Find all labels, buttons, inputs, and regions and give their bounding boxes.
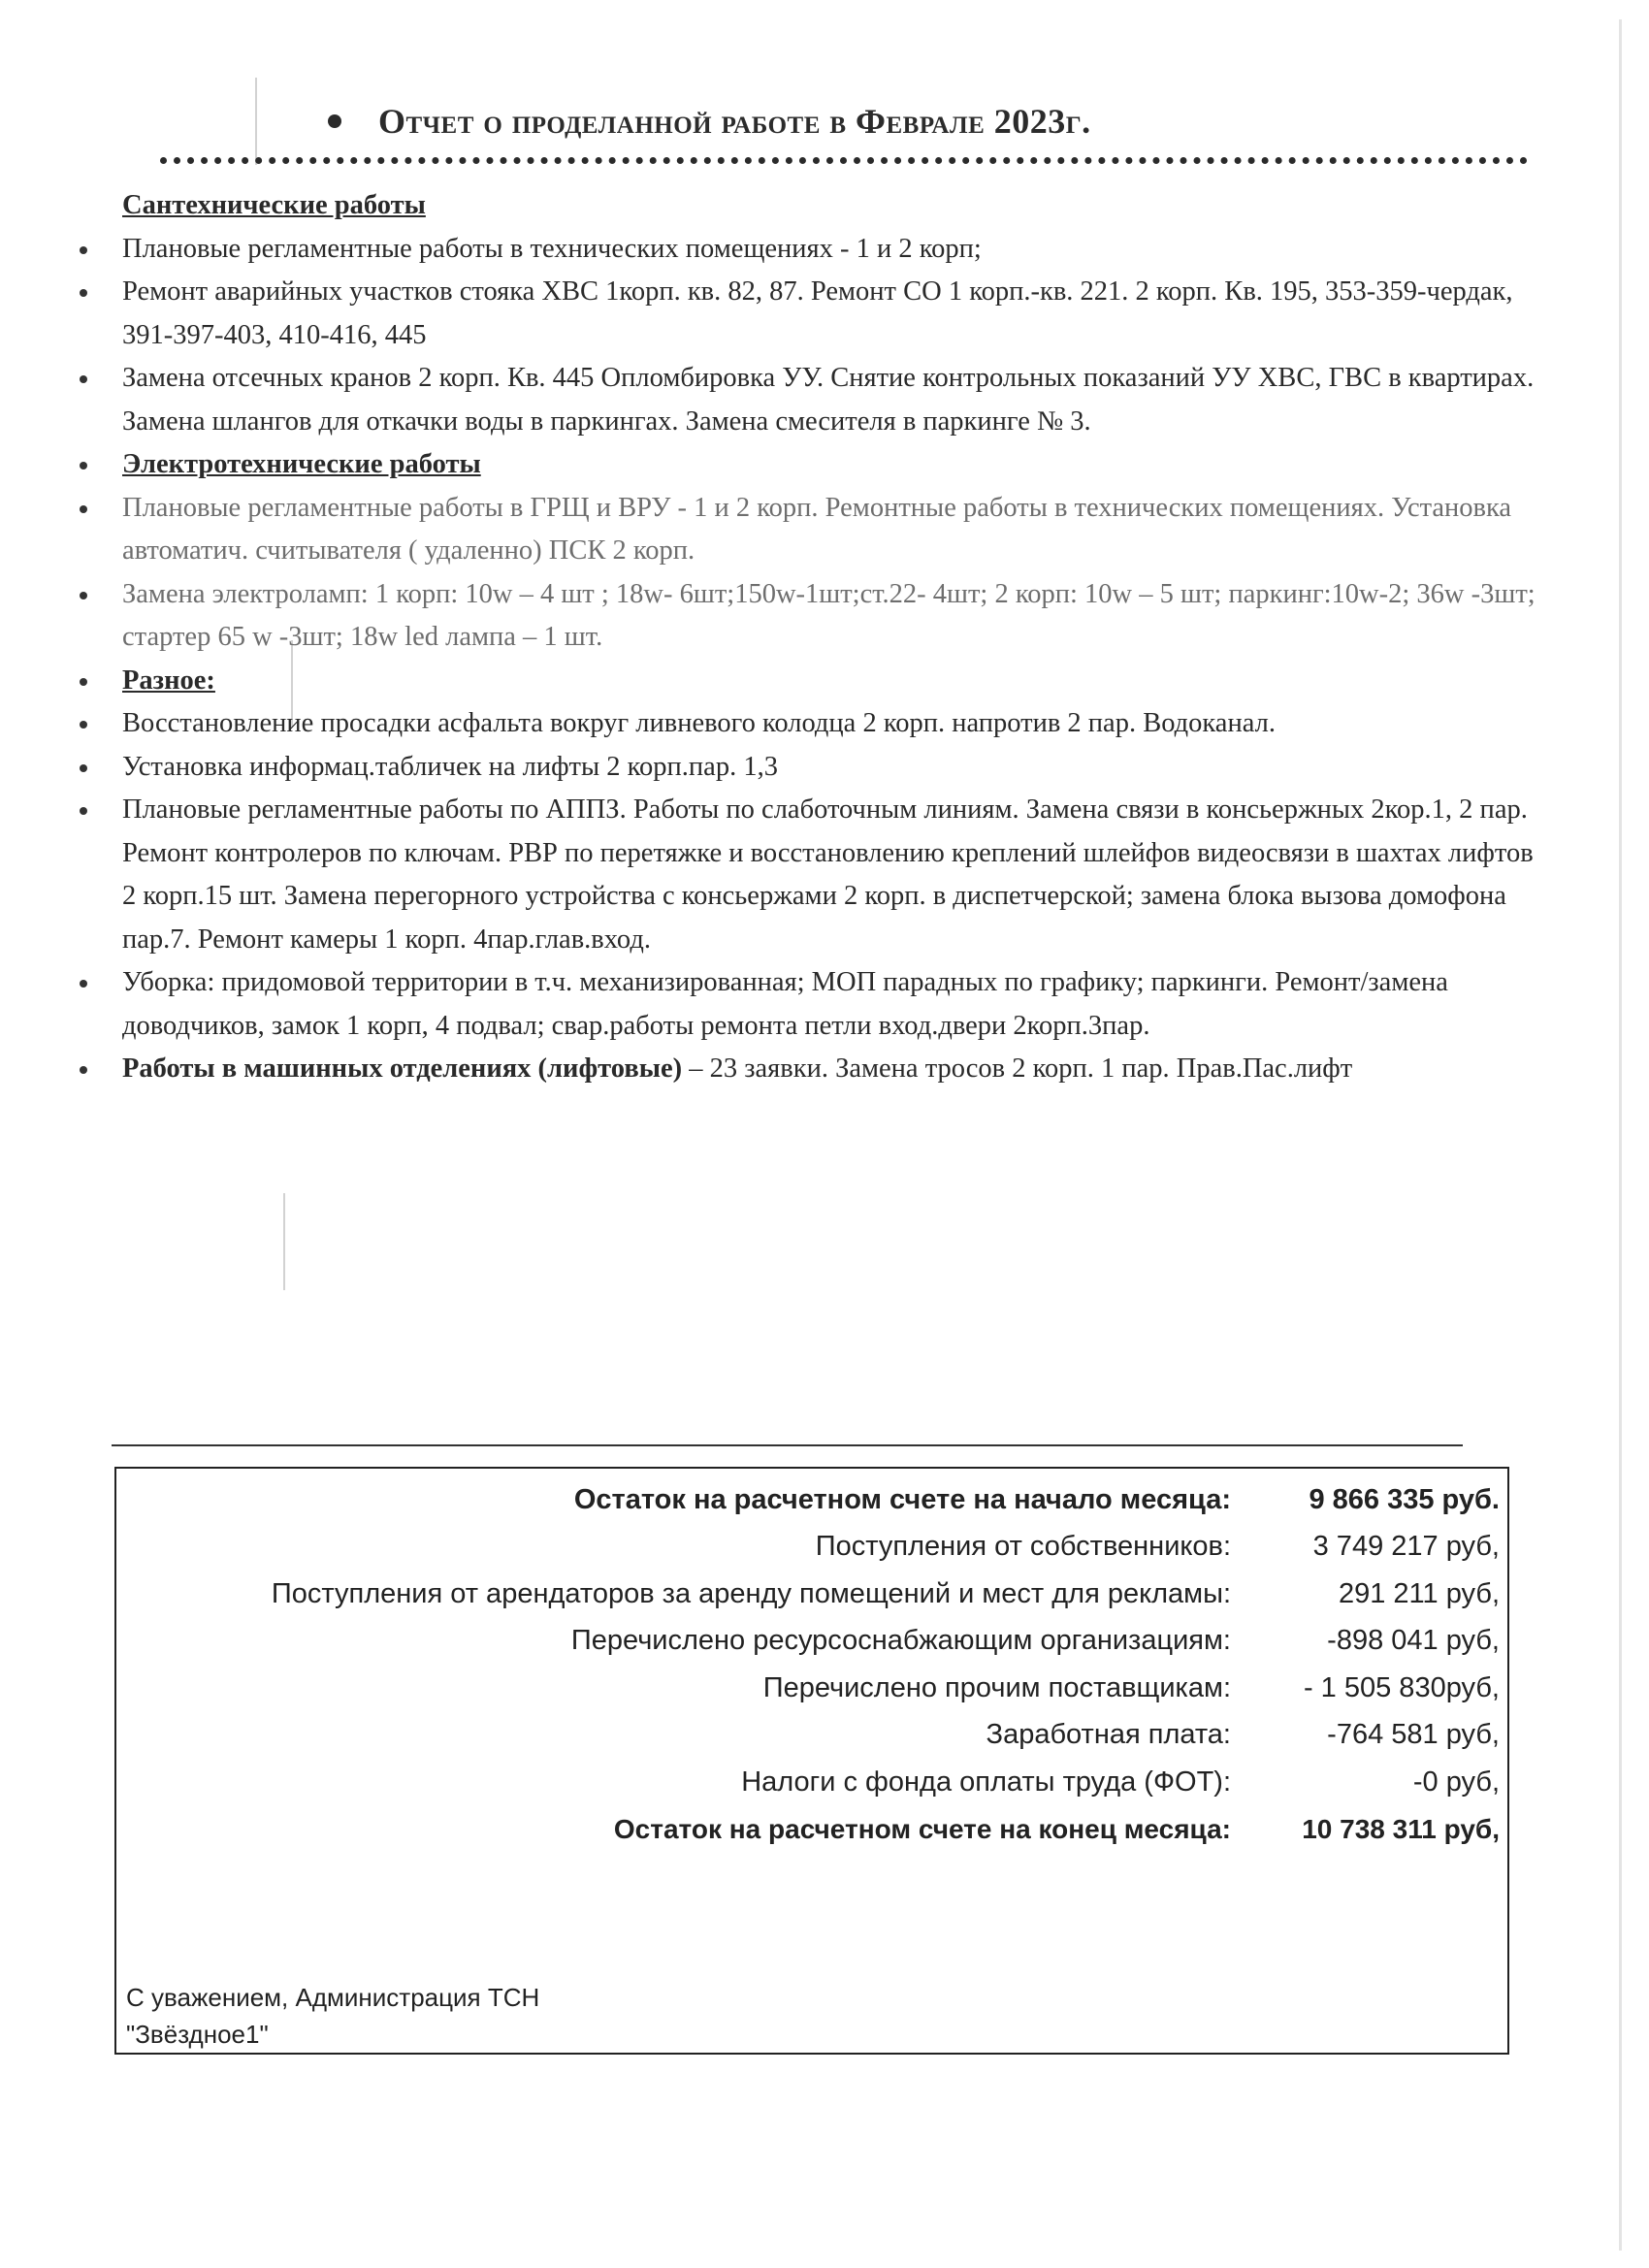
finance-row bbox=[116, 1618, 1504, 1666]
list-item bbox=[74, 357, 1548, 443]
finance-label: Налоги с фонда оплаты труда (ФОТ): bbox=[741, 1766, 1231, 1798]
finance-row bbox=[116, 1665, 1504, 1712]
finance-label: Перечислено прочим поставщикам: bbox=[762, 1671, 1231, 1703]
list-item-text: Ремонт аварийных участков стояка ХВС 1корп. кв. 82, 87. Ремонт СО 1 корп.-кв. 221. 2 корп. Кв. 195, 353-359-чердак, 391-397-403, 410-416, 445 bbox=[122, 276, 1513, 350]
list-item-text: Плановые регламентные работы в технических помещениях - 1 и 2 корп; bbox=[122, 233, 982, 264]
bullet-icon bbox=[80, 592, 87, 599]
section-heading bbox=[74, 184, 1548, 228]
list-item-text: Плановые регламентные работы по АППЗ. Работы по слаботочным линиям. Замена связи в консьержных 2кор.1, 2 пар. Ремонт контролеров по ключам. РВР по перетяжке и восстановлению креплений шлейфов видеосвязи в шахтах лифтов 2 корп.15 шт. Замена перегорного устройства с консьержами 2 корп. в диспетчерской; замена блока вызова домофона пар.7. Ремонт камеры 1 корп. 4пар.глав.вход. bbox=[122, 794, 1534, 955]
finance-label: Перечислено ресурсоснабжающим организациям: bbox=[570, 1625, 1231, 1657]
list-item-text: Уборка: придомовой территории в т.ч. механизированная; МОП парадных по графику; паркинги. Ремонт/замена доводчиков, замок 1 корп, 4 подвал; свар.работы ремонта петли вход.двери 2корп.3пар. bbox=[122, 967, 1448, 1041]
finance-value: 10 738 311 руб, bbox=[1302, 1813, 1500, 1844]
title-bullet-icon bbox=[328, 114, 341, 128]
bullet-icon bbox=[80, 721, 87, 729]
section-heading bbox=[74, 443, 1548, 487]
finance-value: - 1 505 830руб, bbox=[1303, 1671, 1500, 1703]
list-item bbox=[74, 746, 1548, 790]
bullet-icon bbox=[80, 462, 87, 470]
list-item bbox=[74, 702, 1548, 746]
bullet-icon bbox=[80, 980, 87, 988]
finance-row bbox=[116, 1806, 1504, 1854]
title-row bbox=[328, 101, 1091, 142]
section-heading-text: Разное: bbox=[122, 664, 215, 696]
bullet-icon bbox=[80, 764, 87, 772]
section-divider bbox=[112, 1444, 1463, 1446]
section-heading-text: Электротехнические работы bbox=[122, 449, 481, 479]
finance-row bbox=[116, 1571, 1504, 1618]
signature-line-1: С уважением, Администрация ТСН bbox=[126, 1983, 540, 2012]
finance-value: -764 581 руб, bbox=[1327, 1719, 1500, 1751]
list-item bbox=[74, 961, 1548, 1048]
list-item-text: – 23 заявки. Замена тросов 2 корп. 1 пар. Прав.Пас.лифт bbox=[682, 1053, 1353, 1084]
report-body bbox=[74, 184, 1548, 1091]
bullet-icon bbox=[80, 289, 87, 297]
list-item-strong-prefix: Работы в машинных отделениях (лифтовые) bbox=[122, 1053, 683, 1084]
finance-value: -898 041 руб, bbox=[1327, 1625, 1500, 1657]
finance-value: 9 866 335 руб. bbox=[1309, 1483, 1500, 1515]
finance-value: -0 руб, bbox=[1412, 1766, 1500, 1798]
list-item bbox=[74, 1048, 1548, 1091]
finance-label: Остаток на расчетном счете на конец месяца: bbox=[613, 1813, 1231, 1844]
bullet-icon bbox=[80, 807, 87, 815]
signature bbox=[126, 1979, 539, 2053]
finance-summary-rows bbox=[116, 1476, 1504, 1853]
list-item-text: Плановые регламентные работы в ГРЩ и ВРУ - 1 и 2 корп. Ремонтные работы в технических помещениях. Установка автоматич. считывателя ( удаленно) ПСК 2 корп. bbox=[122, 492, 1512, 566]
finance-row bbox=[116, 1524, 1504, 1571]
bullet-icon bbox=[80, 1066, 87, 1074]
signature-line-2: "Звёздное1" bbox=[126, 2020, 269, 2049]
list-item bbox=[74, 228, 1548, 272]
list-item bbox=[74, 271, 1548, 357]
bullet-icon bbox=[80, 246, 87, 254]
finance-label: Поступления от собственников: bbox=[815, 1531, 1231, 1563]
page-title: Отчет о проделанной работе в Феврале 2023г. bbox=[378, 102, 1091, 141]
list-item bbox=[74, 573, 1548, 660]
list-item-text: Установка информац.табличек на лифты 2 корп.пар. 1,3 bbox=[122, 751, 778, 782]
finance-value: 291 211 руб, bbox=[1338, 1577, 1500, 1609]
list-item-text: Замена электроламп: 1 корп: 10w – 4 шт ; 18w- 6шт;150w-1шт;ст.22- 4шт; 2 корп: 10w – 5 шт; паркинг:10w-2; 36w -3шт; стартер 65 w -3шт; 18w led лампа – 1 шт. bbox=[122, 578, 1536, 652]
section-heading bbox=[74, 660, 1548, 703]
list-item-text: Замена отсечных кранов 2 корп. Кв. 445 Опломбировка УУ. Снятие контрольных показаний УУ ХВС, ГВС в квартирах. Замена шлангов для откачки воды в паркингах. Замена смесителя в паркинге № 3. bbox=[122, 363, 1535, 437]
finance-row bbox=[116, 1476, 1504, 1524]
bullet-icon bbox=[80, 375, 87, 383]
list-item bbox=[74, 789, 1548, 961]
list-item-text: Восстановление просадки асфальта вокруг ливневого колодца 2 корп. напротив 2 пар. Водоканал. bbox=[122, 708, 1276, 738]
scan-artifact-line bbox=[255, 78, 257, 165]
list-item bbox=[74, 487, 1548, 573]
finance-row bbox=[116, 1712, 1504, 1760]
bullet-icon bbox=[80, 678, 87, 686]
scan-edge bbox=[1619, 19, 1622, 2251]
title-dotted-rule bbox=[160, 157, 1528, 164]
finance-value: 3 749 217 руб, bbox=[1312, 1531, 1500, 1563]
finance-label: Остаток на расчетном счете на начало месяца: bbox=[573, 1483, 1231, 1515]
finance-label: Заработная плата: bbox=[986, 1719, 1231, 1751]
scan-artifact-line bbox=[283, 1193, 285, 1290]
finance-label: Поступления от арендаторов за аренду помещений и мест для рекламы: bbox=[271, 1577, 1231, 1609]
section-heading-text: Сантехнические работы bbox=[122, 190, 426, 220]
bullet-icon bbox=[80, 505, 87, 513]
finance-row bbox=[116, 1759, 1504, 1806]
